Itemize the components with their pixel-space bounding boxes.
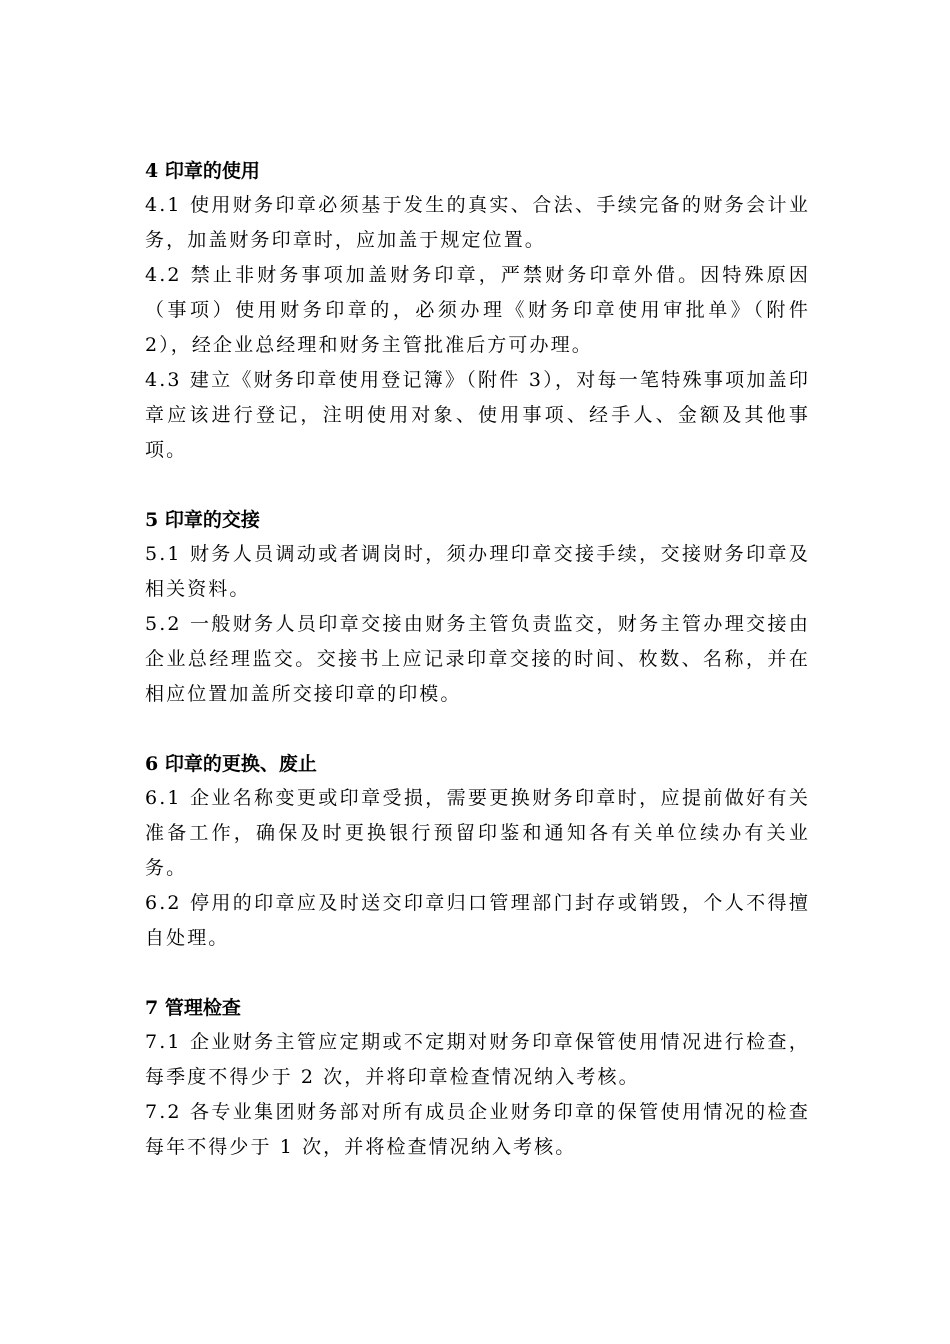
paragraph-7-1: 7.1 企业财务主管应定期或不定期对财务印章保管使用情况进行检查，每季度不得少于 2 次，并将印章检查情况纳入考核。 <box>145 1031 810 1088</box>
paragraph-6-2: 6.2 停用的印章应及时送交印章归口管理部门封存或销毁，个人不得擅自处理。 <box>145 892 810 949</box>
paragraph-6-1: 6.1 企业名称变更或印章受损，需要更换财务印章时，应提前做好有关准备工作，确保及时更换银行预留印鉴和通知各有关单位续办有关业务。 <box>145 787 810 879</box>
paragraph-7-2: 7.2 各专业集团财务部对所有成员企业财务印章的保管使用情况的检查每年不得少于 1 次，并将检查情况纳入考核。 <box>145 1101 810 1158</box>
paragraph-5-1: 5.1 财务人员调动或者调岗时，须办理印章交接手续，交接财务印章及相关资料。 <box>145 543 810 600</box>
paragraph-4-2: 4.2 禁止非财务事项加盖财务印章，严禁财务印章外借。因特殊原因（事项）使用财务印章的，必须办理《财务印章使用审批单》（附件 2），经企业总经理和财务主管批准后方可办理。 <box>145 264 810 356</box>
paragraph-5-2: 5.2 一般财务人员印章交接由财务主管负责监交，财务主管办理交接由企业总经理监交。交接书上应记录印章交接的时间、枚数、名称，并在相应位置加盖所交接印章的印模。 <box>145 613 810 705</box>
section-seal-handover <box>145 503 810 712</box>
section-heading: 6 印章的更换、废止 <box>145 753 317 775</box>
section-seal-replacement <box>145 747 810 956</box>
section-heading: 7 管理检查 <box>145 997 241 1019</box>
section-seal-usage <box>145 154 810 468</box>
section-management-inspection <box>145 991 810 1165</box>
section-heading: 5 印章的交接 <box>145 509 260 531</box>
paragraph-4-1: 4.1 使用财务印章必须基于发生的真实、合法、手续完备的财务会计业务，加盖财务印章时，应加盖于规定位置。 <box>145 194 810 251</box>
document-body <box>145 154 810 1165</box>
paragraph-4-3: 4.3 建立《财务印章使用登记簿》（附件 3），对每一笔特殊事项加盖印章应该进行登记，注明使用对象、使用事项、经手人、金额及其他事项。 <box>145 369 810 461</box>
section-heading: 4 印章的使用 <box>145 160 260 182</box>
